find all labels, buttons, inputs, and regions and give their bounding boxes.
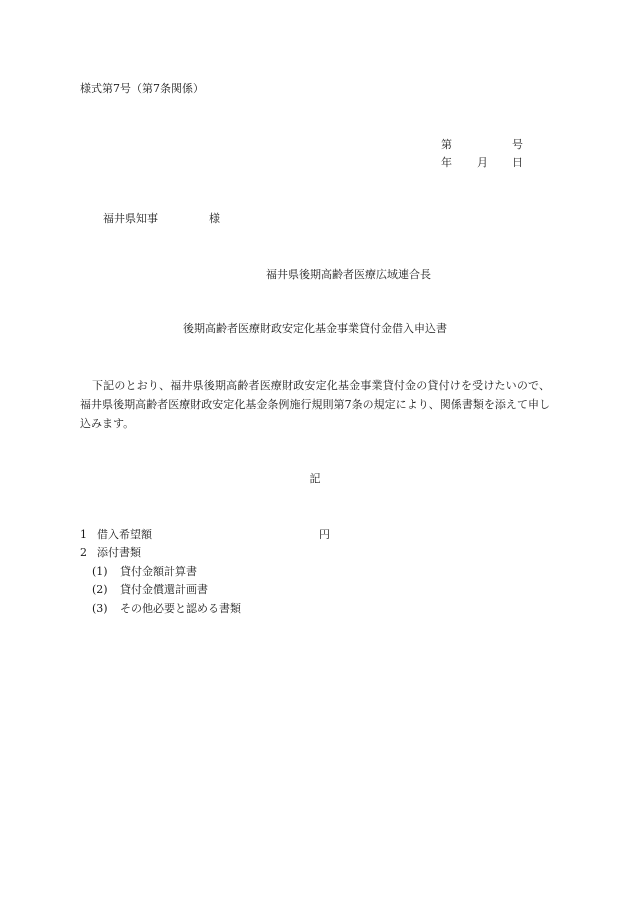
attachment-3-label: その他必要と認める書類 xyxy=(120,602,241,615)
date-day: 日 xyxy=(512,156,523,169)
addressee-title: 福井県知事 xyxy=(103,212,158,225)
document-title: 後期高齢者医療財政安定化基金事業貸付金借入申込書 xyxy=(183,322,447,335)
item-2-number: 2 xyxy=(80,546,87,559)
doc-number-suffix: 号 xyxy=(512,138,523,151)
addressee-honorific: 様 xyxy=(209,212,220,225)
attachment-3-number: (3) xyxy=(92,602,108,615)
attachment-2-label: 貸付金償還計画書 xyxy=(120,583,208,596)
body-paragraph: 下記のとおり、福井県後期高齢者医療財政安定化基金事業貸付金の貸付けを受けたいので、福井県後期高齢者医療財政安定化基金条例施行規則第7条の規定により、関係書類を添えて申し込みます。 xyxy=(80,379,550,430)
item-1-label: 借入希望額 xyxy=(97,528,152,541)
sender-name: 福井県後期高齢者医療広域連合長 xyxy=(266,268,431,281)
item-1-unit: 円 xyxy=(319,528,330,541)
item-1-number: 1 xyxy=(80,528,87,541)
form-label: 様式第7号（第7条関係） xyxy=(80,82,204,95)
attachment-1-number: (1) xyxy=(92,565,108,578)
attachment-1-label: 貸付金額計算書 xyxy=(120,565,197,578)
item-2-label: 添付書類 xyxy=(97,546,141,559)
attachment-2-number: (2) xyxy=(92,583,108,596)
ki-heading: 記 xyxy=(309,472,321,485)
date-year: 年 xyxy=(441,156,452,169)
date-month: 月 xyxy=(477,156,488,169)
doc-number-prefix: 第 xyxy=(441,138,452,151)
